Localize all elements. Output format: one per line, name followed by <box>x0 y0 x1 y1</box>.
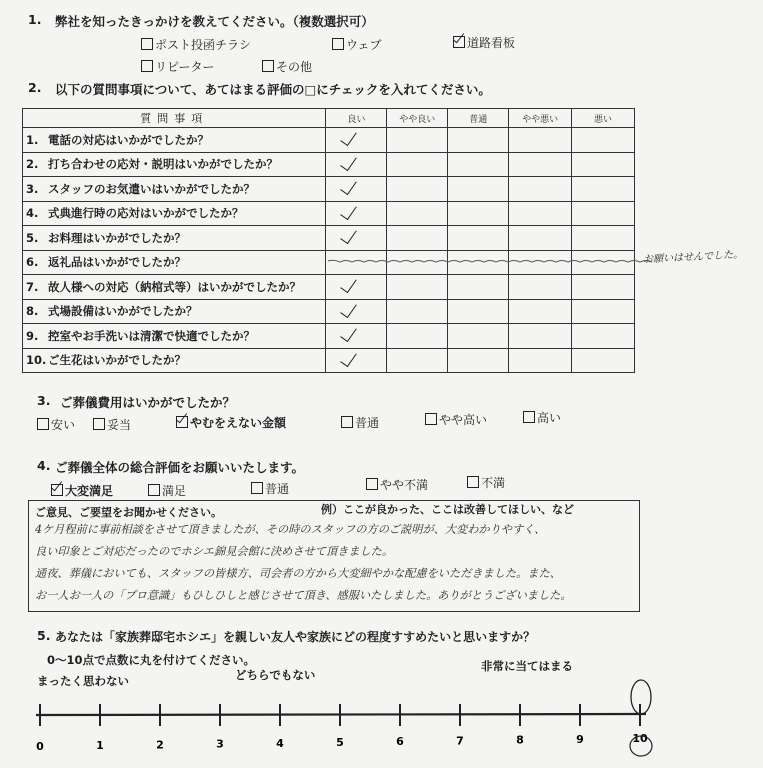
question-number: 2. <box>26 157 39 172</box>
q1-option-other[interactable]: その他 <box>262 58 312 75</box>
question-text: お料理はいかがでしたか？ <box>48 230 186 245</box>
question-text: 打ち合わせの応対・説明はいかがでしたか？ <box>48 157 278 172</box>
q1-option-repeater[interactable]: リピーター <box>141 58 215 75</box>
q4-question: ご葬儀全体の総合評価をお願いいたします。 <box>55 460 305 475</box>
header-rating: 普通 <box>448 109 509 128</box>
scale-left-label: まったく思わない <box>37 674 129 688</box>
q5-number: 5. <box>37 628 51 643</box>
scale-label-2: 2 <box>156 738 164 752</box>
scale-label-6: 6 <box>396 735 404 749</box>
q4-option-checked[interactable]: 大変満足 <box>51 482 113 499</box>
q2-number: 2. <box>28 80 42 95</box>
question-text: ご生花はいかがでしたか？ <box>48 353 186 368</box>
q1-question: 弊社を知ったきっかけを教えてください。（複数選択可） <box>55 14 374 29</box>
header-rating: 悪い <box>572 109 635 128</box>
scale-label-0: 0 <box>36 740 44 753</box>
q4-option[interactable]: 不満 <box>467 474 505 491</box>
header-rating: やや良い <box>387 109 448 128</box>
question-number: 7. <box>26 279 39 294</box>
question-number: 3. <box>26 181 39 196</box>
q4-option[interactable]: 満足 <box>148 482 186 499</box>
comment-line: 通夜、葬儀においても、スタッフの皆様方、司会者の方から大変細やかな配慮をいただきました。また、 <box>35 567 561 580</box>
scale-right-label: 非常に当てはまる <box>481 659 573 673</box>
q1-number: 1. <box>28 12 42 27</box>
scale-label-8: 8 <box>516 733 524 747</box>
question-number: 5. <box>26 230 39 245</box>
question-number: 9. <box>26 328 39 343</box>
q1-option-web[interactable]: ウェブ <box>332 36 382 53</box>
header-rating: 良い <box>326 109 387 128</box>
strike-line <box>328 260 652 262</box>
scale-label-9: 9 <box>576 732 584 746</box>
scale-label-5: 5 <box>336 736 344 749</box>
question-number: 8. <box>26 304 39 319</box>
q4-option[interactable]: やや不満 <box>366 476 428 493</box>
q5-question: あなたは「家族葬邸宅ホシエ」を親しい友人や家族にどの程度すすめたいと思いますか？ <box>55 630 536 644</box>
comment-example: 例）ここが良かった、ここは改善してほしい、など <box>321 503 574 516</box>
q4-number: 4. <box>37 458 51 473</box>
scale-mid-label: どちらでもない <box>235 668 316 682</box>
question-text: 故人様への対応（納棺式等）はいかがでしたか？ <box>48 279 301 294</box>
scale-label-7: 7 <box>456 734 464 748</box>
q3-option[interactable]: 安い <box>37 416 75 433</box>
comment-line: 4ケ月程前に事前相談をさせて頂きましたが、その時のスタッフの方のご説明が、大変わかりやすく、 <box>35 523 546 536</box>
scale-label-1: 1 <box>96 739 104 753</box>
header-rating: やや悪い <box>509 109 572 128</box>
comment-line: 良い印象とご対応だったのでホシエ錦見会館に決めさせて頂きました。 <box>35 545 394 558</box>
question-text: スタッフのお気遣いはいかがでしたか？ <box>48 181 255 196</box>
q3-option-checked[interactable]: やむをえない金額 <box>176 414 286 431</box>
scale-label-10: 10 <box>632 732 648 745</box>
q2-question: 以下の質問事項について、あてはまる評価の□にチェックを入れてください。 <box>55 82 491 97</box>
scale-label-3: 3 <box>216 737 224 751</box>
question-number: 4. <box>26 206 39 221</box>
q3-option[interactable]: 普通 <box>341 414 379 431</box>
question-text: 式場設備はいかがでしたか？ <box>48 304 198 319</box>
question-text: 電話の対応はいかがでしたか？ <box>48 132 209 147</box>
q4-option[interactable]: 普通 <box>251 480 289 497</box>
q1-option-signboard[interactable]: 道路看板 <box>453 34 515 51</box>
question-number: 1. <box>26 132 39 147</box>
q3-option[interactable]: 妥当 <box>93 416 131 433</box>
q3-option[interactable]: 高い <box>523 409 561 426</box>
question-text: 返礼品はいかがでしたか？ <box>48 255 186 270</box>
q3-number: 3. <box>37 393 51 408</box>
scale-label-4: 4 <box>276 736 284 750</box>
question-number: 10. <box>26 353 47 368</box>
margin-handwritten-note: お願いはせんでした。 <box>642 249 744 266</box>
question-text: 控室やお手洗いは清潔で快適でしたか？ <box>48 328 255 343</box>
comment-prompt: ご意見、ご要望をお聞かせください。 <box>35 506 222 519</box>
question-text: 式典進行時の応対はいかがでしたか？ <box>48 206 244 221</box>
question-number: 6. <box>26 255 39 270</box>
header-question: 質問事項 <box>23 109 326 128</box>
q5-instruction: 0〜10点で点数に丸を付けてください。 <box>47 653 256 667</box>
q3-option[interactable]: やや高い <box>425 411 487 428</box>
q1-option-flyer[interactable]: ポスト投函チラシ <box>141 36 251 53</box>
comment-line: お一人お一人の「プロ意識」もひしひしと感じさせて頂き、感服いたしました。ありがとうございました。 <box>35 589 572 602</box>
q3-question: ご葬儀費用はいかがでしたか？ <box>60 395 236 410</box>
